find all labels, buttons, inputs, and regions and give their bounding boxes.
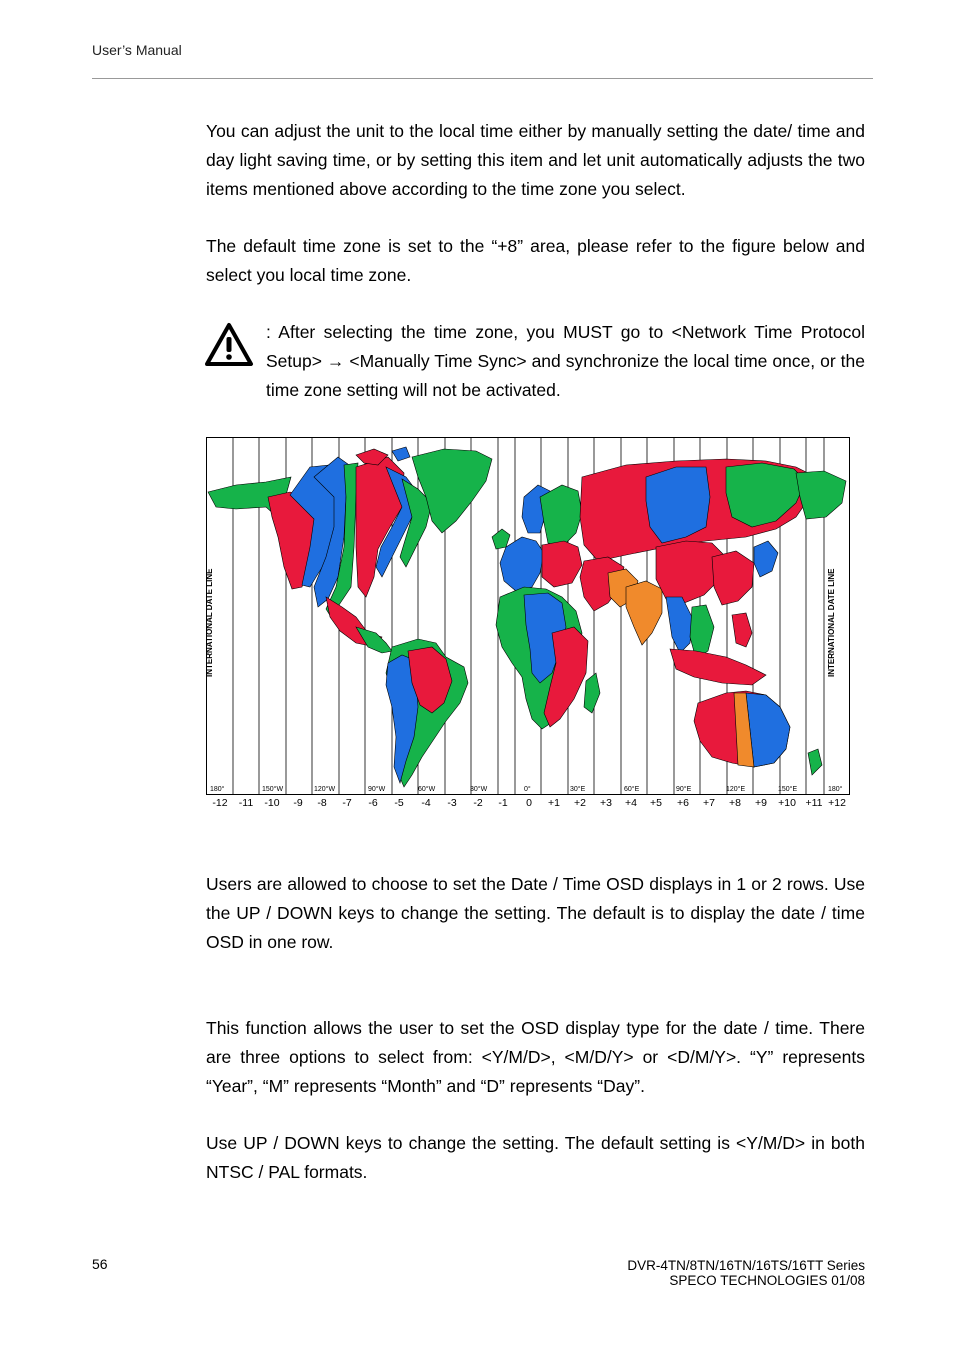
running-header: User’s Manual (92, 42, 182, 58)
zone-label: +9 (755, 797, 767, 809)
zone-label: +6 (677, 797, 689, 809)
footer-series: DVR-4TN/8TN/16TN/16TS/16TT Series (627, 1258, 865, 1273)
zone-label: -11 (238, 797, 254, 809)
page-number: 56 (92, 1256, 108, 1272)
footer-company: SPECO TECHNOLOGIES 01/08 (669, 1273, 865, 1288)
warning-icon (204, 322, 254, 368)
zone-label: +10 (778, 797, 796, 809)
zone-label: -9 (293, 797, 303, 809)
zone-label: +4 (625, 797, 637, 809)
longitude-label: 30°E (570, 786, 586, 793)
header-rule (92, 78, 873, 79)
zone-label: -8 (317, 797, 327, 809)
zone-label: -10 (264, 797, 280, 809)
zone-label: +7 (703, 797, 715, 809)
zone-label: -7 (342, 797, 352, 809)
longitude-label: 120°E (726, 786, 746, 793)
date-line-label-left: INTERNATIONAL DATE LINE (205, 568, 214, 677)
longitude-label: 60°W (418, 786, 436, 793)
zone-label: -12 (212, 797, 228, 809)
paragraph-timezone-intro: You can adjust the unit to the local time either by manually setting the date/ time and day light saving time, or by setting this item and let unit automatically adjusts the two items mentioned above according to the time zone you select. (206, 121, 865, 199)
longitude-label: 150°W (262, 786, 284, 793)
paragraph-osd-rows: Users are allowed to choose to set the Date / Time OSD displays in 1 or 2 rows. Use the UP / DOWN keys to change the setting. The default is to display the date / time OSD in one row. (206, 874, 865, 952)
zone-label: -3 (447, 797, 457, 809)
paragraph-date-format: This function allows the user to set the OSD display type for the date / time. There are three options to select from: <Y/M/D>, <M/D/Y> or <D/M/Y>. “Y” represents “Year”, “M” represents “Month” and “D” represents “Day”. (206, 1018, 865, 1096)
zone-label: -5 (394, 797, 404, 809)
note-text: : After selecting the time zone, you MUST go to <Network Time Protocol Setup> → <Manually Time Sync> and synchronize the local time once, or the time zone setting will not be activated. (266, 322, 865, 400)
longitude-label: 90°E (676, 786, 692, 793)
zone-label: +1 (548, 797, 560, 809)
footer-info (627, 1258, 865, 1288)
longitude-label: 150°E (778, 786, 798, 793)
paragraph-default-format: Use UP / DOWN keys to change the setting. The default setting is <Y/M/D> in both NTSC / PAL formats. (206, 1133, 865, 1182)
zone-label: -6 (368, 797, 378, 809)
zone-label: +2 (574, 797, 586, 809)
longitude-label: 30°W (470, 786, 488, 793)
world-timezone-map (206, 437, 850, 795)
longitude-label: 120°W (314, 786, 336, 793)
longitude-label: 180° (210, 786, 225, 793)
longitude-label: 90°W (368, 786, 386, 793)
date-line-label-right: INTERNATIONAL DATE LINE (827, 568, 836, 677)
zone-label: +5 (650, 797, 662, 809)
zone-label: -2 (473, 797, 483, 809)
zone-label: 0 (526, 797, 532, 809)
zone-label: +3 (600, 797, 612, 809)
longitude-label: 180° (828, 786, 843, 793)
timezone-offset-row (206, 797, 850, 813)
longitude-label: 0° (524, 786, 531, 793)
zone-label: -1 (498, 797, 508, 809)
longitude-label: 60°E (624, 786, 640, 793)
zone-label: +11 (805, 797, 823, 809)
zone-label: -4 (421, 797, 431, 809)
zone-label: +8 (729, 797, 741, 809)
zone-label: +12 (828, 797, 846, 809)
paragraph-default-timezone: The default time zone is set to the “+8” area, please refer to the figure below and select you local time zone. (206, 236, 865, 285)
